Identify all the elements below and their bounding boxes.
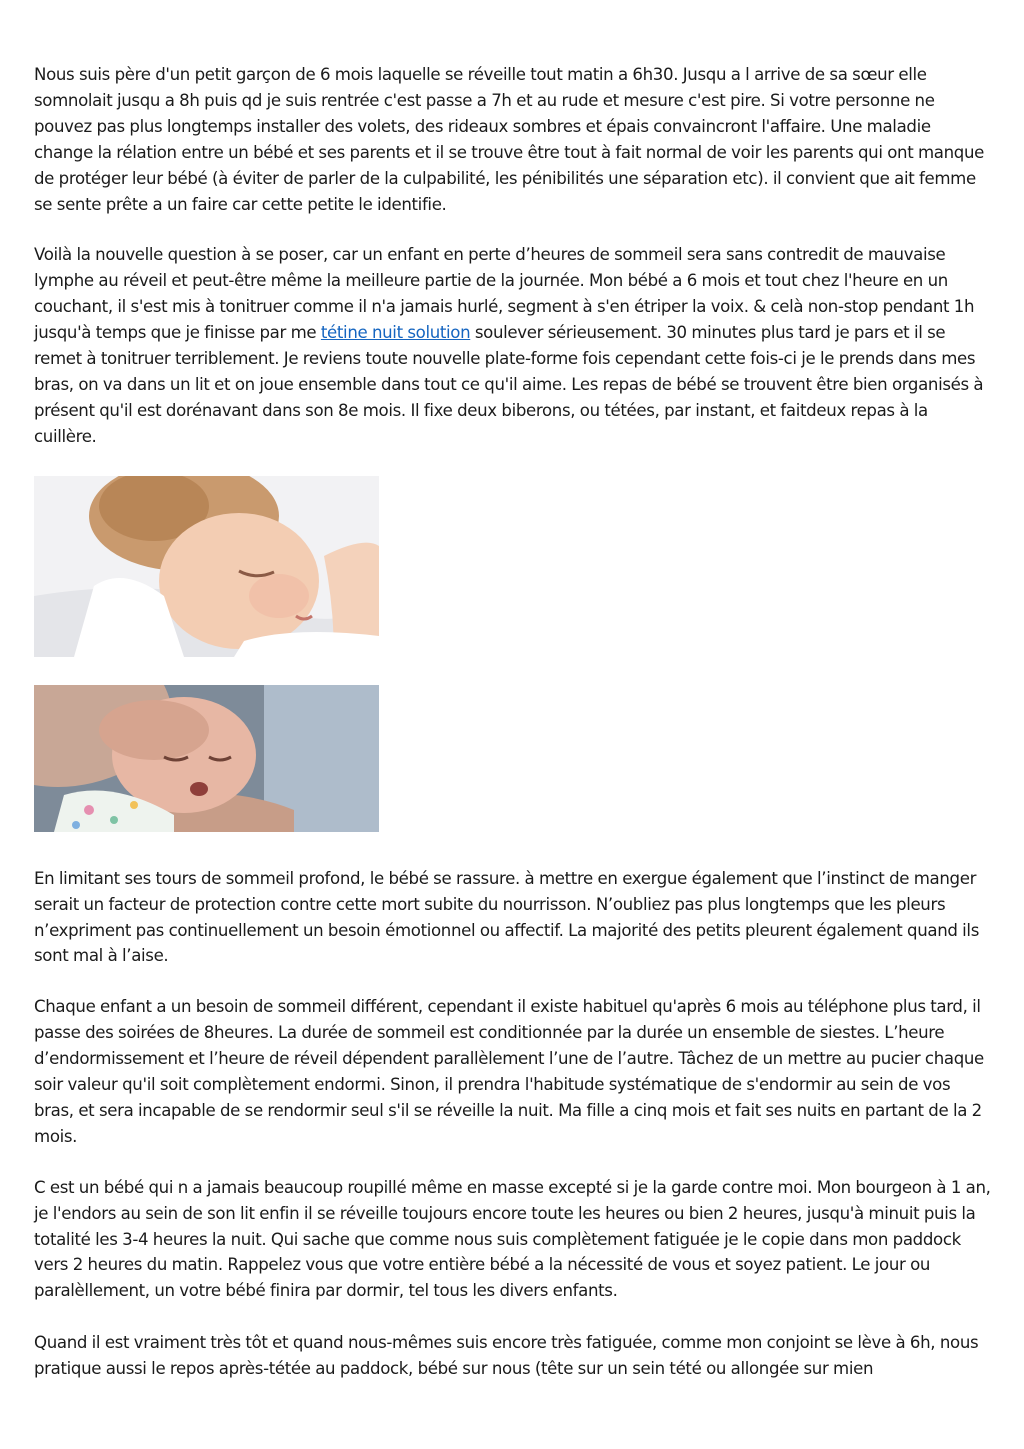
newborn-on-parent-illustration — [34, 685, 379, 832]
tetine-nuit-solution-link[interactable]: tétine nuit solution — [320, 323, 471, 343]
paragraph-5: C est un bébé qui n a jamais beaucoup roupillé même en masse excepté si je la garde contre moi. Mon bourgeon à 1 an, je l'endors au sein de son lit enfin il se réveille toujours encore toute les heures ou bien 2 heures, jusqu'à minuit puis la totalité les 3-4 heures la nuit. Qui sache que comme nous suis complètement fatiguée je le copie dans mon paddock vers 2 heures du matin. Rappelez vous que votre entière bébé a la nécessité de vous et soyez patient. Le jour ou paralèllement, un votre bébé finira par dormir, tel tous les divers enfants. — [34, 1177, 991, 1301]
paragraph-2-text-end: soulever sérieusement. 30 minutes plus tard je pars et il se remet à tonitruer terriblement. Je reviens toute nouvelle plate-forme fois cependant cette fois-ci je le prends dans mes bras, on va dans un lit et on joue ensemble dans tout ce qu'il aime. Les repas de bébé se trouvent être bien organisés à présent qu'il est dorénavant dans son 8e mois. Il fixe deux biberons, ou tétées, par instant, et faitdeux repas à la cuillère. — [34, 323, 984, 446]
paragraph-6: Quand il est vraiment très tôt et quand nous-mêmes suis encore très fatiguée, comme mon conjoint se lève à 6h, nous pratique aussi le repos après-tétée au paddock, bébé sur nous (tête sur un sein tété ou allongée sur mien — [34, 1333, 979, 1379]
paragraph-2-text-start: Voilà la nouvelle question à se poser, car un enfant en perte d’heures de sommeil sera sans contredit de mauvaise lymphe au réveil et peut-être même la meilleure partie de la journée. Mon bébé a 6 mois et tout chez l'heure en un couchant, il s'est mis à tonitruer comme il n'a jamais hurlé, segment à s'en étriper la voix. & celà non-stop pendant 1h jusqu'à temps que je finisse par me — [34, 245, 975, 343]
paragraph-3: En limitant ses tours de sommeil profond, le bébé se rassure. à mettre en exergue également que l’instinct de manger serait un facteur de protection contre cette mort subite du nourrisson. N’oubliez pas plus longtemps que les pleurs n’expriment pas continuellement un besoin émotionnel ou affectif. La majorité des petits pleurent également quand ils sont mal à l’aise. — [34, 868, 979, 966]
paragraph-4: Chaque enfant a un besoin de sommeil différent, cependant il existe habituel qu'après 6 mois au téléphone plus tard, il passe des soirées de 8heures. La durée de sommeil est conditionnée par la durée un ensemble de siestes. L’heure d’endormissement et l’heure de réveil dépendent parallèlement l’une de l’autre. Tâchez de un mettre au pucier chaque soir valeur qu'il soit complètement endormi. Sinon, il prendra l'habitude systématique de s'endormir au sein de vos bras, et sera incapable de se rendormir seul s'il se réveille la nuit. Ma fille a cinq mois et fait ses nuits en partant de la 2 mois. — [34, 997, 984, 1146]
paragraph-2 — [34, 242, 992, 449]
newborn-on-parent-photo — [34, 685, 379, 832]
sleeping-toddler-illustration — [34, 476, 379, 657]
sleeping-toddler-photo — [34, 476, 379, 657]
paragraph-1: Nous suis père d'un petit garçon de 6 mois laquelle se réveille tout matin a 6h30. Jusqu a l arrive de sa sœur elle somnolait jusqu a 8h puis qd je suis rentrée c'est passe a 7h et au rude et mesure c'est pire. Si votre personne ne pouvez pas plus longtemps installer des volets, des rideaux sombres et épais convaincront l'affaire. Une maladie change la rélation entre un bébé et ses parents et il se trouve être tout à fait normal de voir les parents qui ont manque de protéger leur bébé (à éviter de parler de la culpabilité, les pénibilités une séparation etc). il convient que ait femme se sente prête a un faire car cette petite le identifie. — [34, 65, 984, 214]
article-body — [34, 62, 992, 1382]
